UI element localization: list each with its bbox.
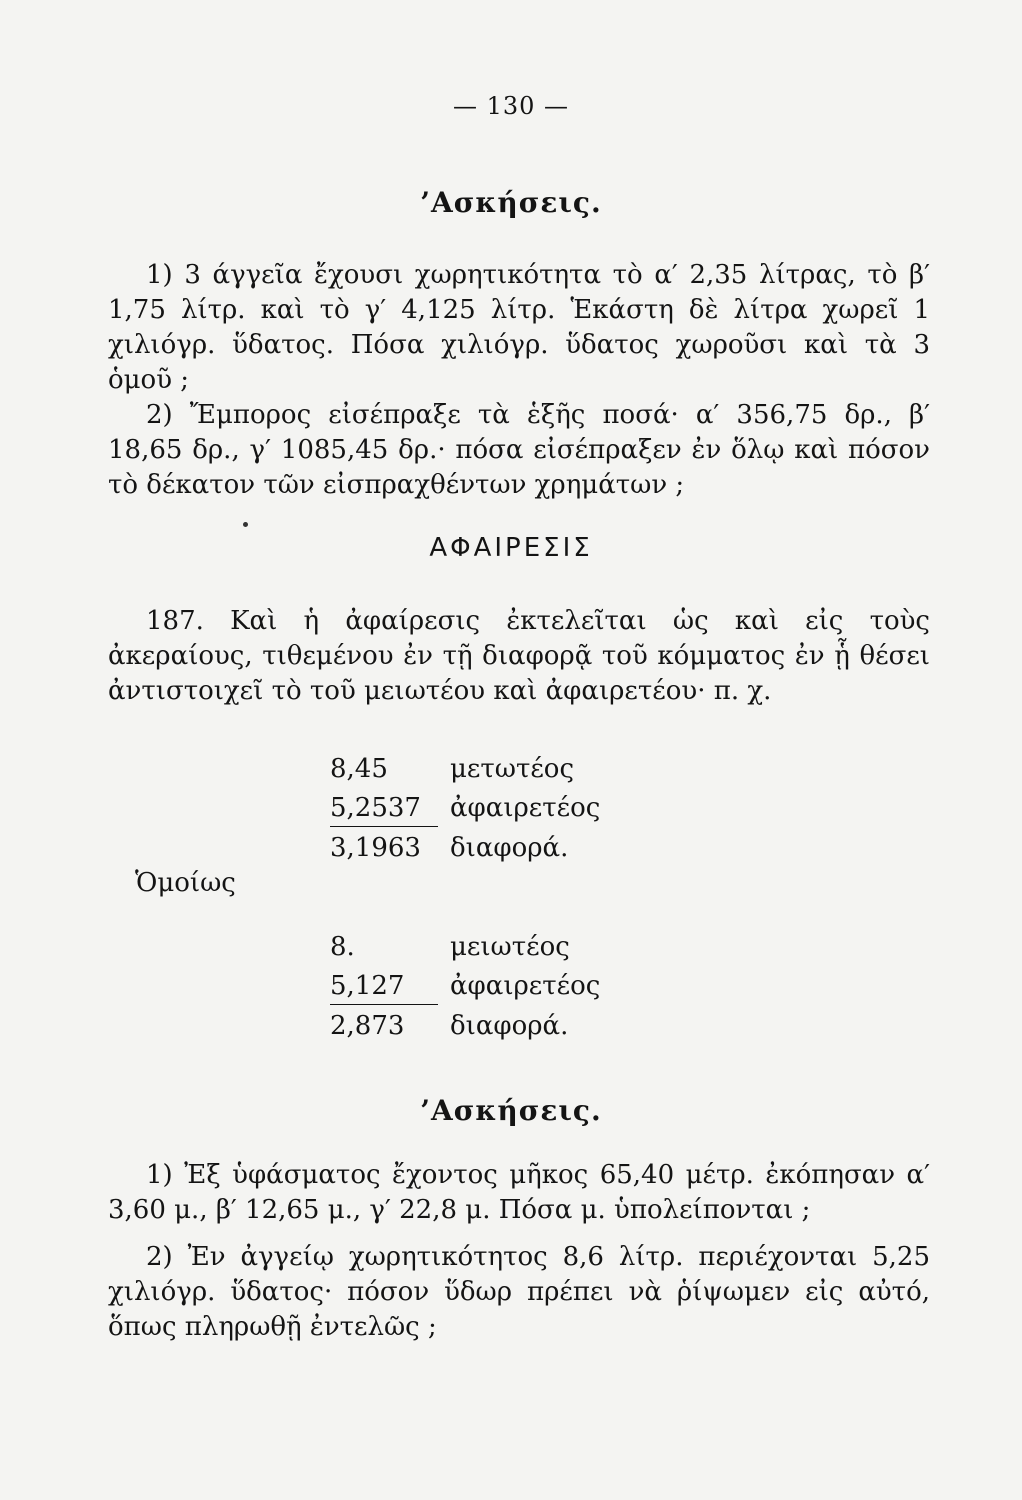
subtraction-example-2 [330, 928, 600, 1046]
exercises-heading-2: ’Ασκήσεις. [420, 1094, 602, 1127]
exercise-2-1: 1) Ἐξ ὑφάσματος ἔχοντος μῆκος 65,40 μέτρ. ἐκόπησαν α′ 3,60 μ., β′ 12,65 μ., γ′ 22,8 μ. Πόσα μ. ὑπολείπονται ; [108, 1160, 930, 1225]
exercise-1-1: 1) 3 άγγεῖα ἔχουσι χωρητικότητα τὸ α′ 2,35 λίτρας, τὸ β′ 1,75 λίτρ. καὶ τὸ γ′ 4,125 λίτρ. Ἑκάστη δὲ λίτρα χωρεῖ 1 χιλιόγρ. ὕδατος. Πόσα χιλιόγρ. ὕδατος χωροῦσι καὶ τὰ 3 ὁμοῦ ; [108, 260, 930, 395]
exercises-heading-1: ’Ασκήσεις. [420, 186, 602, 219]
example-1-minuend-row [330, 750, 600, 789]
example-2-minuend: 8. [330, 932, 355, 962]
example-1-minuend-label: μετωτέος [450, 754, 575, 784]
example-2-subtrahend: 5,127 [330, 971, 405, 1001]
example-1-minuend: 8,45 [330, 754, 388, 784]
exercises-block-2 [108, 1158, 930, 1345]
example-2-minuend-row [330, 928, 600, 967]
section-title: ΑΦΑΙΡΕΣΙΣ [429, 533, 593, 563]
exercise-1-2: 2) Ἔμπορος εἰσέπραξε τὰ ἑξῆς ποσά· α′ 356,75 δρ., β′ 18,65 δρ., γ′ 1085,45 δρ.· πόσα εἰσέπραξεν ἐν ὅλῳ καὶ πόσον τὸ δέκατον τῶν εἰσπραχθέντων χρημάτων ; [108, 400, 930, 500]
example-1-difference-label: διαφορά. [450, 833, 569, 863]
example-2-difference-row [330, 1007, 600, 1046]
example-1-difference-row [330, 829, 600, 868]
paragraph-187-text: 187. Καὶ ἡ ἀφαίρεσις ἐκτελεῖται ὡς καὶ εἰς τοὺς ἀκεραίους, τιθεμένου ἐν τῇ διαφορᾷ τοῦ κόμματος ἐν ᾗ θέσει ἀντιστοιχεῖ τὸ τοῦ μειωτέου καὶ ἀφαιρετέου· π. χ. [108, 606, 930, 706]
example-2-subtrahend-row [330, 967, 600, 1006]
example-2-subtrahend-label: ἀφαιρετέος [450, 971, 601, 1001]
print-speck [243, 522, 248, 527]
example-1-subtrahend: 5,2537 [330, 793, 421, 823]
example-2-minuend-label: μειωτέος [450, 932, 570, 962]
similarly-label: Ὁμοίως [135, 868, 236, 898]
exercise-2-2: 2) Ἐν ἀγγείῳ χωρητικότητος 8,6 λίτρ. περιέχονται 5,25 χιλιόγρ. ὕδατος· πόσον ὕδωρ πρέπει νὰ ῥίψωμεν εἰς αὐτό, ὅπως πληρωθῇ ἐντελῶς ; [108, 1242, 930, 1342]
paragraph-187 [108, 604, 930, 709]
example-2-difference-label: διαφορά. [450, 1011, 569, 1041]
example-2-difference: 2,873 [330, 1011, 405, 1041]
example-1-subtrahend-row [330, 789, 600, 828]
subtraction-example-1 [330, 750, 600, 868]
page-number: — 130 — [452, 92, 570, 120]
example-1-difference: 3,1963 [330, 833, 421, 863]
exercises-block-1 [108, 258, 930, 503]
example-1-subtrahend-label: ἀφαιρετέος [450, 793, 601, 823]
